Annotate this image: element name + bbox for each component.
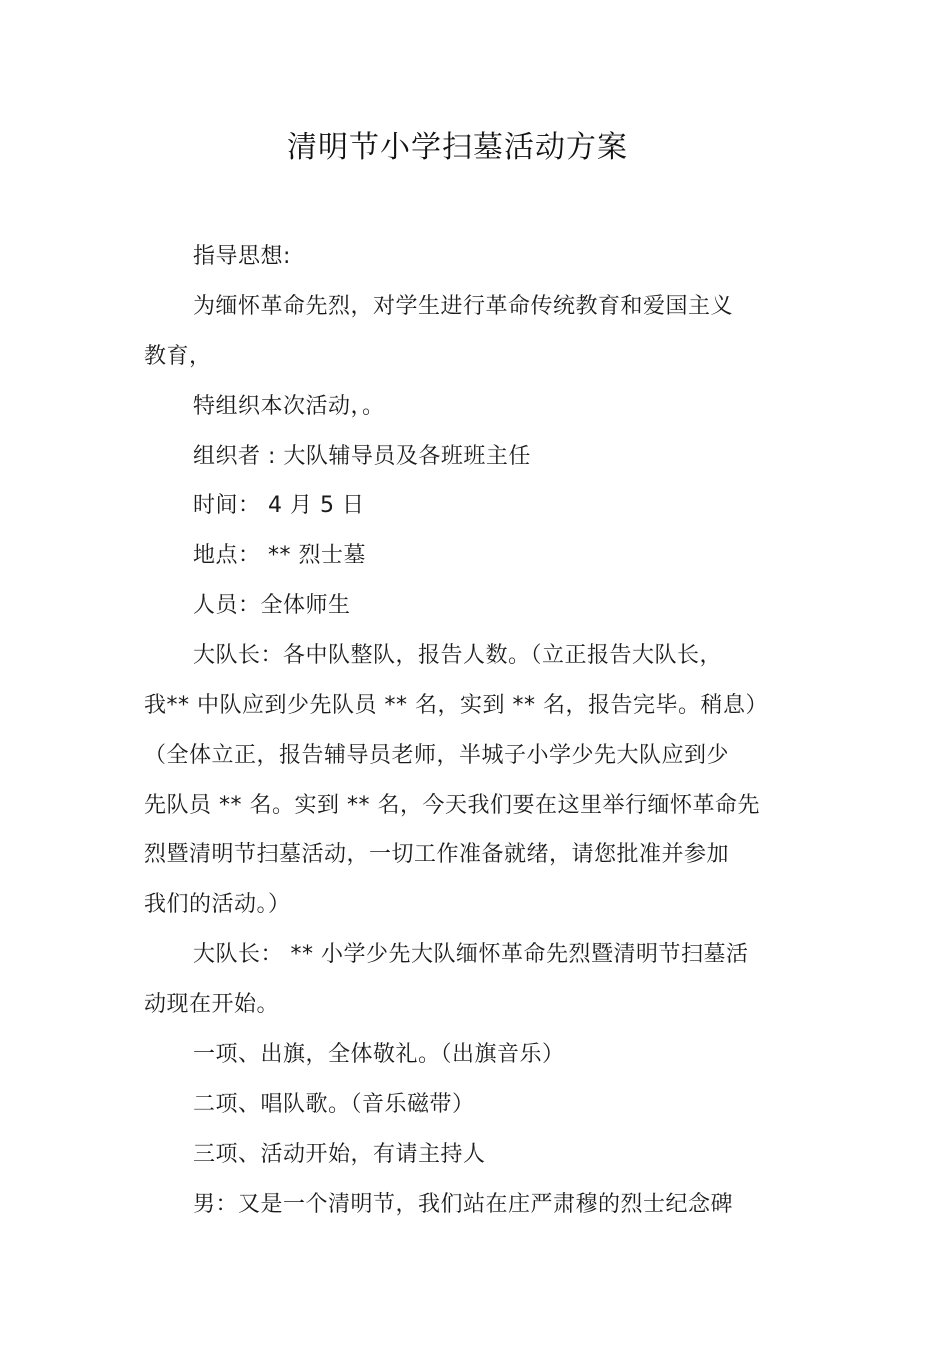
text-line: 组织者 : 大队辅导员及各班班主任 — [193, 444, 531, 469]
text-line: 时间： 4 月 5 日 — [193, 493, 365, 518]
text-line: 男：又是一个清明节，我们站在庄严肃穆的烈士纪念碑 — [193, 1192, 734, 1217]
text-line: 我** 中队应到少先队员 ** 名，实到 ** 名，报告完毕。稍息） — [144, 693, 768, 718]
text-line: 烈暨清明节扫墓活动，一切工作准备就绪，请您批准并参加 — [144, 842, 730, 867]
text-line: 三项、活动开始，有请主持人 — [193, 1142, 486, 1167]
text-line: （全体立正，报告辅导员老师，半城子小学少先大队应到少 — [144, 743, 730, 768]
text-line: 动现在开始。 — [144, 992, 280, 1017]
document-title: 清明节小学扫墓活动方案 — [287, 130, 628, 165]
text-line: 教育， — [144, 344, 212, 369]
text-line: 指导思想: — [193, 244, 291, 269]
text-line: 大队长： ** 小学少先大队缅怀革命先烈暨清明节扫墓活 — [193, 942, 749, 967]
text-line: 二项、唱队歌。（音乐磁带） — [193, 1092, 475, 1117]
text-line: 为缅怀革命先烈，对学生进行革命传统教育和爱国主义 — [193, 294, 734, 319]
text-line: 先队员 ** 名。实到 ** 名，今天我们要在这里举行缅怀革命先 — [144, 793, 760, 818]
text-line: 人员：全体师生 — [193, 593, 351, 618]
text-line: 特组织本次活动，。 — [193, 394, 385, 419]
text-line: 一项、出旗，全体敬礼。（出旗音乐） — [193, 1042, 565, 1067]
text-line: 地点： ** 烈士墓 — [193, 543, 366, 568]
text-line: 大队长：各中队整队，报告人数。（立正报告大队长， — [193, 643, 723, 668]
text-line: 我们的活动。） — [144, 892, 291, 917]
